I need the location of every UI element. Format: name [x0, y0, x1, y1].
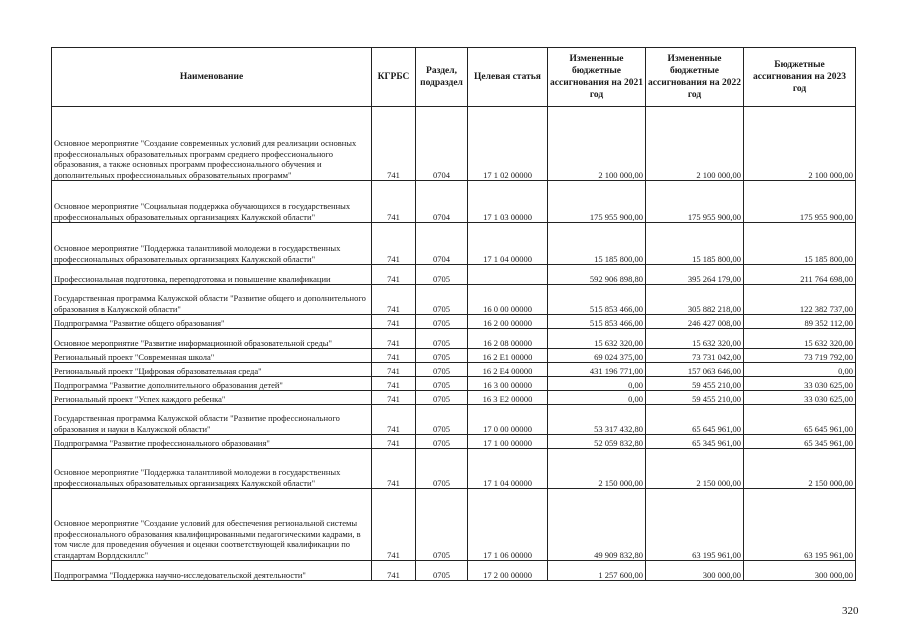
cell-target: 17 1 03 00000 — [468, 181, 548, 223]
cell-target: 17 1 06 00000 — [468, 489, 548, 561]
cell-section: 0705 — [416, 265, 468, 285]
cell-y2022: 2 150 000,00 — [646, 449, 744, 489]
cell-y2021: 49 909 832,80 — [548, 489, 646, 561]
cell-target: 17 1 04 00000 — [468, 223, 548, 265]
cell-y2023: 33 030 625,00 — [744, 377, 856, 391]
cell-kgrbs: 741 — [372, 329, 416, 349]
cell-target: 17 0 00 00000 — [468, 405, 548, 435]
cell-y2022: 65 345 961,00 — [646, 435, 744, 449]
cell-name: Профессиональная подготовка, переподготовка и повышение квалификации — [52, 265, 372, 285]
table-header-row — [52, 48, 856, 107]
cell-section: 0705 — [416, 405, 468, 435]
cell-kgrbs: 741 — [372, 363, 416, 377]
header-2022: Измененные бюджетные ассигнования на 2022 год — [646, 48, 744, 107]
cell-target: 17 1 00 00000 — [468, 435, 548, 449]
table-row — [52, 405, 856, 435]
cell-name: Подпрограмма "Развитие профессионального образования" — [52, 435, 372, 449]
cell-y2021: 15 185 800,00 — [548, 223, 646, 265]
header-2023: Бюджетные ассигнования на 2023 год — [744, 48, 856, 107]
cell-y2023: 122 382 737,00 — [744, 285, 856, 315]
cell-section: 0705 — [416, 315, 468, 329]
cell-name: Основное мероприятие "Создание условий для обеспечения региональной системы профессионального образования квалифицированными педагогическими кадрами, в том числе для проведения обучения и оценки соответствующей квалификации по стандартам Ворлдскиллс" — [52, 489, 372, 561]
cell-y2021: 431 196 771,00 — [548, 363, 646, 377]
table-body — [52, 107, 856, 581]
cell-y2021: 52 059 832,80 — [548, 435, 646, 449]
table-row — [52, 223, 856, 265]
cell-y2022: 65 645 961,00 — [646, 405, 744, 435]
table-row — [52, 449, 856, 489]
cell-section: 0705 — [416, 489, 468, 561]
cell-y2021: 592 906 898,80 — [548, 265, 646, 285]
cell-section: 0705 — [416, 561, 468, 581]
cell-section: 0705 — [416, 329, 468, 349]
table-row — [52, 315, 856, 329]
cell-y2023: 65 645 961,00 — [744, 405, 856, 435]
cell-kgrbs: 741 — [372, 107, 416, 181]
cell-section: 0705 — [416, 435, 468, 449]
cell-y2022: 15 185 800,00 — [646, 223, 744, 265]
header-kgrbs: КГРБС — [372, 48, 416, 107]
cell-y2023: 300 000,00 — [744, 561, 856, 581]
cell-section: 0705 — [416, 449, 468, 489]
cell-target: 17 2 00 00000 — [468, 561, 548, 581]
cell-name: Основное мероприятие "Социальная поддержка обучающихся в государственных профессиональных образовательных организациях Калужской области" — [52, 181, 372, 223]
cell-y2023: 2 100 000,00 — [744, 107, 856, 181]
cell-y2021: 15 632 320,00 — [548, 329, 646, 349]
cell-y2023: 15 632 320,00 — [744, 329, 856, 349]
cell-kgrbs: 741 — [372, 435, 416, 449]
cell-kgrbs: 741 — [372, 377, 416, 391]
header-section: Раздел, подраздел — [416, 48, 468, 107]
cell-y2021: 1 257 600,00 — [548, 561, 646, 581]
cell-y2022: 59 455 210,00 — [646, 377, 744, 391]
cell-kgrbs: 741 — [372, 265, 416, 285]
cell-target: 16 3 E2 00000 — [468, 391, 548, 405]
cell-section: 0705 — [416, 349, 468, 363]
budget-table — [51, 47, 856, 581]
cell-y2021: 0,00 — [548, 377, 646, 391]
cell-target: 16 0 00 00000 — [468, 285, 548, 315]
cell-section: 0705 — [416, 377, 468, 391]
cell-y2021: 515 853 466,00 — [548, 315, 646, 329]
table-row — [52, 349, 856, 363]
cell-y2021: 53 317 432,80 — [548, 405, 646, 435]
table-row — [52, 181, 856, 223]
cell-kgrbs: 741 — [372, 223, 416, 265]
cell-name: Подпрограмма "Поддержка научно-исследовательской деятельности" — [52, 561, 372, 581]
cell-y2021: 2 150 000,00 — [548, 449, 646, 489]
cell-name: Основное мероприятие "Поддержка талантливой молодежи в государственных профессиональных образовательных организациях Калужской области" — [52, 223, 372, 265]
cell-kgrbs: 741 — [372, 285, 416, 315]
cell-y2023: 15 185 800,00 — [744, 223, 856, 265]
cell-name: Региональный проект "Современная школа" — [52, 349, 372, 363]
cell-section: 0705 — [416, 363, 468, 377]
cell-y2023: 73 719 792,00 — [744, 349, 856, 363]
cell-y2023: 63 195 961,00 — [744, 489, 856, 561]
cell-name: Основное мероприятие "Поддержка талантливой молодежи в государственных профессиональных образовательных организациях Калужской области" — [52, 449, 372, 489]
cell-name: Основное мероприятие "Создание современных условий для реализации основных профессиональных образовательных программ среднего профессионального образования, а также основных программ профессионального обучения и дополнительных профессиональных образовательных программ" — [52, 107, 372, 181]
cell-y2022: 63 195 961,00 — [646, 489, 744, 561]
cell-target: 16 2 00 00000 — [468, 315, 548, 329]
table-row — [52, 265, 856, 285]
cell-y2022: 59 455 210,00 — [646, 391, 744, 405]
cell-target: 16 2 08 00000 — [468, 329, 548, 349]
cell-kgrbs: 741 — [372, 181, 416, 223]
cell-y2023: 211 764 698,00 — [744, 265, 856, 285]
cell-section: 0705 — [416, 285, 468, 315]
cell-y2023: 89 352 112,00 — [744, 315, 856, 329]
page-number: 320 — [842, 605, 859, 617]
cell-target: 16 3 00 00000 — [468, 377, 548, 391]
cell-target — [468, 265, 548, 285]
cell-y2022: 73 731 042,00 — [646, 349, 744, 363]
cell-section: 0704 — [416, 107, 468, 181]
cell-y2023: 33 030 625,00 — [744, 391, 856, 405]
table-row — [52, 561, 856, 581]
cell-target: 17 1 02 00000 — [468, 107, 548, 181]
cell-y2023: 65 345 961,00 — [744, 435, 856, 449]
table-row — [52, 329, 856, 349]
cell-name: Региональный проект "Цифровая образовательная среда" — [52, 363, 372, 377]
cell-y2023: 175 955 900,00 — [744, 181, 856, 223]
cell-target: 17 1 04 00000 — [468, 449, 548, 489]
cell-kgrbs: 741 — [372, 449, 416, 489]
cell-kgrbs: 741 — [372, 405, 416, 435]
cell-target: 16 2 E4 00000 — [468, 363, 548, 377]
table-row — [52, 377, 856, 391]
cell-kgrbs: 741 — [372, 349, 416, 363]
header-name: Наименование — [52, 48, 372, 107]
table-row — [52, 285, 856, 315]
cell-section: 0704 — [416, 181, 468, 223]
cell-y2022: 246 427 008,00 — [646, 315, 744, 329]
cell-y2022: 300 000,00 — [646, 561, 744, 581]
cell-y2021: 175 955 900,00 — [548, 181, 646, 223]
table-row — [52, 489, 856, 561]
cell-kgrbs: 741 — [372, 489, 416, 561]
cell-y2022: 2 100 000,00 — [646, 107, 744, 181]
cell-kgrbs: 741 — [372, 315, 416, 329]
header-2021: Измененные бюджетные ассигнования на 2021 год — [548, 48, 646, 107]
cell-name: Государственная программа Калужской области "Развитие общего и дополнительного образования в Калужской области" — [52, 285, 372, 315]
table-row — [52, 435, 856, 449]
cell-y2022: 15 632 320,00 — [646, 329, 744, 349]
cell-name: Подпрограмма "Развитие общего образования" — [52, 315, 372, 329]
cell-section: 0705 — [416, 391, 468, 405]
cell-name: Основное мероприятие "Развитие информационной образовательной среды" — [52, 329, 372, 349]
table-row — [52, 363, 856, 377]
cell-y2021: 69 024 375,00 — [548, 349, 646, 363]
header-target: Целевая статья — [468, 48, 548, 107]
cell-y2022: 175 955 900,00 — [646, 181, 744, 223]
cell-y2021: 515 853 466,00 — [548, 285, 646, 315]
table-row — [52, 107, 856, 181]
cell-section: 0704 — [416, 223, 468, 265]
cell-y2023: 0,00 — [744, 363, 856, 377]
cell-y2021: 2 100 000,00 — [548, 107, 646, 181]
cell-y2021: 0,00 — [548, 391, 646, 405]
cell-y2022: 157 063 646,00 — [646, 363, 744, 377]
cell-target: 16 2 E1 00000 — [468, 349, 548, 363]
cell-name: Государственная программа Калужской области "Развитие профессионального образования и науки в Калужской области" — [52, 405, 372, 435]
cell-y2023: 2 150 000,00 — [744, 449, 856, 489]
table-row — [52, 391, 856, 405]
cell-name: Подпрограмма "Развитие дополнительного образования детей" — [52, 377, 372, 391]
cell-kgrbs: 741 — [372, 391, 416, 405]
cell-kgrbs: 741 — [372, 561, 416, 581]
cell-y2022: 305 882 218,00 — [646, 285, 744, 315]
cell-name: Региональный проект "Успех каждого ребенка" — [52, 391, 372, 405]
cell-y2022: 395 264 179,00 — [646, 265, 744, 285]
